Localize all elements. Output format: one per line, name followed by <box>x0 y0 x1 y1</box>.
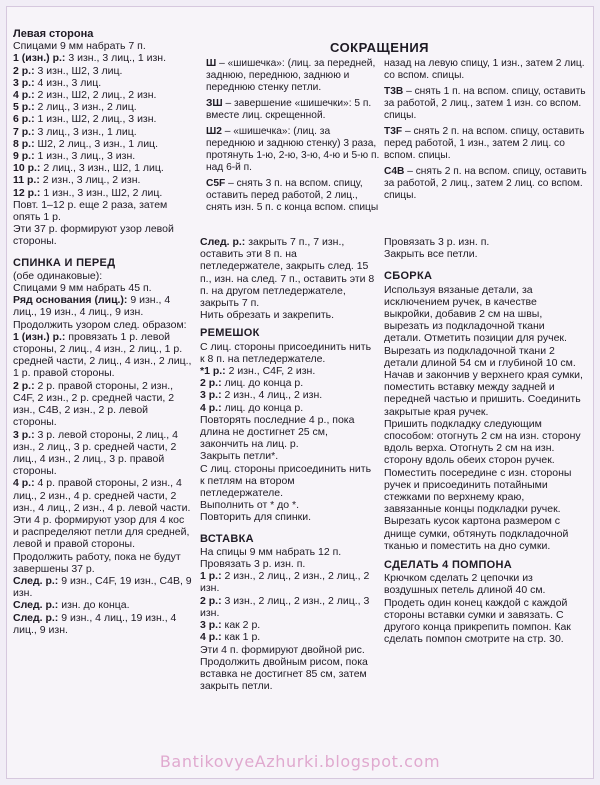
left-side-row-text: 2 изн., Ш2, 2 лиц., 2 изн. <box>34 89 157 102</box>
middle-column <box>200 236 378 692</box>
left-side-row-label: 8 р.: <box>13 137 35 150</box>
right-purl: Провязать 3 р. изн. п. <box>384 236 490 248</box>
abbreviation-entry <box>384 166 590 202</box>
back-front-row-label: 1 (изн.) р.: <box>13 330 66 343</box>
back-front-row-text: 3 р. левой стороны, 2 лиц., 4 изн., 2 лиц., 3 р. средней части, 2 лиц., 4 изн., 2 лиц., 3 р. правой стороны. <box>13 428 178 478</box>
strap-rows <box>200 365 378 414</box>
strap-repeat-back: Повторить для спинки. <box>200 511 311 524</box>
strap-row-label: 2 р.: <box>200 377 222 390</box>
strap-row <box>200 365 378 377</box>
base-row-text: 9 изн., 4 лиц., 19 изн., 4 лиц., 9 изн. <box>13 294 171 319</box>
back-front-next-row <box>13 599 193 611</box>
middle-next-row-label: След. р.: <box>200 236 246 248</box>
strap-row-label: 3 р.: <box>200 389 222 402</box>
abbreviation-definition: – «шишечка»: (лиц. за переднюю и заднюю стенку) 3 раза, протянуть 1-ю, 2-ю, 3-ю, 4-ю и 5-ю п. над 6-й п. <box>206 126 380 173</box>
strap-row-text: лиц. до конца р. <box>221 377 304 390</box>
abbreviation-entry <box>384 86 590 122</box>
insert-row <box>200 570 378 594</box>
insert-row-label: 3 р.: <box>200 619 222 632</box>
back-front-next-row-text: 9 изн., 4 лиц., 19 изн., 4 лиц., 9 изн. <box>13 611 177 636</box>
abbreviation-term: T3F <box>384 126 403 137</box>
assembly-title: СБОРКА <box>384 270 433 283</box>
assembly-p2: Начав и закончив у верхнего края сумки, поместить вставку между задней и передней частью и пришить. Соединить закрытые края ручек. <box>384 369 583 418</box>
back-front-continue-work: Продолжить работу, пока не будут завершены 37 р. <box>13 550 181 575</box>
abbreviation-definition: – «шишечка»: (лиц. за передней, заднюю, переднюю, заднюю и переднюю стенку петли. <box>206 58 376 93</box>
back-front-note: (обе одинаковые): <box>13 269 103 282</box>
right-column <box>384 236 584 646</box>
assembly-p3: Пришить подкладку следующим способом: отогнуть 2 см на изн. сторону вдоль верха. Отогнуть 2 см на изн. сторону вдоль обеих сторон ручек. Поместить посередине с изн. стороны ручек и присоединить потайными стежками по верхнему краю, завязанные концы подкладки ручек. Вырезать кусок картона размером с днище сумки, обтянуть подкладочной тканью и поместить на дно сумки. <box>384 417 581 552</box>
abbreviation-term: C4B <box>384 166 405 177</box>
strap-row-text: 2 изн., 4 лиц., 2 изн. <box>221 389 323 402</box>
back-front-row-text: 2 р. правой стороны, 2 изн., C4F, 2 изн., 2 р. средней части, 2 изн., C4B, 2 изн., 2 р. левой стороны. <box>13 379 175 429</box>
abbreviation-term: Ш2 <box>206 126 222 137</box>
strap-row <box>200 402 378 414</box>
left-side-row-text: 4 изн., 3 лиц. <box>34 76 102 89</box>
abbreviation-definition: – снять 1 п. на вспом. спицу, оставить за работой, 2 лиц., затем 1 изн. со вспом. спицы. <box>384 86 586 121</box>
left-side-title: Левая сторона <box>13 28 94 40</box>
left-side-row-label: 11 р.: <box>13 174 40 187</box>
back-front-row <box>13 380 193 429</box>
abbreviation-entry <box>206 58 382 94</box>
left-side-row <box>13 126 193 138</box>
insert-rows <box>200 570 378 643</box>
abbreviations-right <box>384 58 590 206</box>
back-front-next-row <box>13 612 193 636</box>
insert-row <box>200 631 378 643</box>
left-side-row <box>13 162 193 174</box>
insert-purl: Провязать 3 р. изн. п. <box>200 558 306 571</box>
insert-intro: На спицы 9 мм набрать 12 п. <box>200 545 342 558</box>
abbreviation-definition: – снять 3 п. на вспом. спицу, оставить перед работой, 2 лиц., снять изн. 5 п. с конца вспом. спицы <box>206 178 379 213</box>
left-side-row-text: 1 изн., 3 лиц., 3 изн. <box>34 150 136 163</box>
left-side-row-label: 4 р.: <box>13 89 35 102</box>
back-front-row-text: 4 р. правой стороны, 2 изн., 4 лиц., 2 изн., 4 р. средней части, 2 изн., 4 лиц., 2 изн., 4 р. левой части. <box>13 477 191 514</box>
insert-note: Эти 4 п. формируют двойной рис. Продолжить двойным рисом, пока вставка не достигнет 85 см, затем закрыть петли. <box>200 643 368 693</box>
strap-row <box>200 377 378 389</box>
left-side-row <box>13 174 193 186</box>
pompon-title: СДЕЛАТЬ 4 ПОМПОНА <box>384 559 513 572</box>
back-front-row <box>13 331 193 380</box>
middle-next-row <box>200 236 378 309</box>
left-side-row-label: 1 (изн.) р.: <box>13 52 66 65</box>
abbreviations-right-list <box>384 86 590 202</box>
insert-row-text: 2 изн., 2 лиц., 2 изн., 2 лиц., 2 изн. <box>200 570 370 595</box>
strap-intro: С лиц. стороны присоединить нить к 8 п. на петледержателе. <box>200 340 372 365</box>
back-front-row-text: провязать 1 р. левой стороны, 2 лиц., 4 изн., 2 лиц., 1 р. средней части, 2 лиц., 4 изн., 2 лиц., 1 р. правой стороны. <box>13 330 192 380</box>
back-front-row <box>13 429 193 478</box>
back-front-pattern-note: Эти 4 р. формируют узор для 4 кос и распределяют петли для средней, левой и правой стороны. <box>13 513 190 551</box>
insert-row-text: как 1 р. <box>221 631 261 644</box>
left-side-row <box>13 89 193 101</box>
abbreviations-title: СОКРАЩЕНИЯ <box>330 40 430 55</box>
abbreviation-term: T3B <box>384 86 404 97</box>
left-side-row <box>13 187 193 199</box>
strap-row-text: 2 изн., C4F, 2 изн. <box>225 365 316 378</box>
left-side-row-text: 2 лиц., 3 изн., 2 лиц. <box>34 101 137 114</box>
left-side-row-label: 3 р.: <box>13 76 35 89</box>
left-side-row-label: 9 р.: <box>13 150 35 163</box>
left-side-row <box>13 52 193 64</box>
pompon-text: Крючком сделать 2 цепочки из воздушных петель длиной 40 см. Продеть один конец каждой с каждой стороны вставки сумки и завязать. С другого конца прикрепить помпон. Как сделать помпон смотрите на стр. 30. <box>384 572 571 646</box>
insert-row-text: как 2 р. <box>221 619 261 632</box>
left-side-result: Эти 37 р. формируют узор левой стороны. <box>13 223 174 248</box>
back-front-next-row <box>13 575 193 599</box>
back-front-next-row-label: След. р.: <box>13 611 59 624</box>
strap-row <box>200 389 378 401</box>
left-side-row-label: 2 р.: <box>13 64 35 77</box>
back-front-row <box>13 477 193 514</box>
abbreviation-entry <box>206 178 382 214</box>
insert-row-text: 3 изн., 2 лиц., 2 изн., 2 лиц., 3 изн. <box>200 594 370 619</box>
back-front-row-label: 3 р.: <box>13 428 35 441</box>
left-column <box>13 28 193 636</box>
middle-cut: Нить обрезать и закрепить. <box>200 309 335 322</box>
left-side-row-text: 1 изн., 3 изн., Ш2, 2 лиц. <box>40 186 163 199</box>
back-front-row-label: 4 р.: <box>13 477 35 490</box>
strap-row-text: лиц. до конца р. <box>221 401 304 414</box>
strap-repeat: Повторять последние 4 р., пока длина не достигнет 25 см, закончить на лиц. р. <box>200 413 355 451</box>
left-side-row-text: 2 лиц., 3 изн., Ш2, 1 лиц. <box>40 162 164 175</box>
left-side-row-label: 7 р.: <box>13 125 35 138</box>
strap-do: Выполнить от * до *. <box>200 499 300 512</box>
left-side-row <box>13 77 193 89</box>
left-side-repeat: Повт. 1–12 р. еще 2 раза, затем опять 1 р. <box>13 198 168 224</box>
left-side-row-label: 10 р.: <box>13 162 41 175</box>
left-side-rows <box>13 52 193 198</box>
strap-title: РЕМЕШОК <box>200 327 260 340</box>
left-side-row <box>13 101 193 113</box>
left-side-row-text: 3 изн., Ш2, 3 лиц. <box>34 64 123 77</box>
left-side-row <box>13 113 193 125</box>
left-side-intro: Спицами 9 мм набрать 7 п. <box>13 40 146 53</box>
insert-row-label: 4 р.: <box>200 631 222 644</box>
abbreviation-term: C5F <box>206 178 226 189</box>
base-row-label: Ряд основания (лиц.): <box>13 294 128 307</box>
left-side-row-text: 2 изн., 3 лиц., 2 изн. <box>39 174 141 187</box>
abbreviation-entry <box>384 126 590 162</box>
back-front-next-rows <box>13 575 193 636</box>
back-front-row-label: 2 р.: <box>13 379 35 392</box>
assembly-p1: Используя вязаные детали, за исключением ручек, в качестве выкройки, добавив 2 см на швы, вырезать из подкладочной ткани детали. Отметить позиции для ручек. Вырезать из подкладочной ткани 2 детали длиной 54 см и глубиной 10 см. <box>384 283 576 369</box>
abbreviation-entry <box>206 126 382 174</box>
strap-row-label: 4 р.: <box>200 401 222 414</box>
abbreviation-definition: – снять 2 п. на вспом. спицу, оставить за работой, 2 лиц., затем 2 лиц. со вспом. спицы. <box>384 166 587 201</box>
middle-next-row-text: закрыть 7 п., 7 изн., оставить эти 8 п. на петледержателе, закрыть след. 15 п., изн. на след. 7 п., оставить эти 8 п. на другом петледержателе, закрыть 7 п. <box>200 236 375 310</box>
abbreviation-entry <box>206 98 382 122</box>
insert-row-label: 2 р.: <box>200 594 222 607</box>
abbreviation-definition: – снять 2 п. на вспом. спицу, оставить перед работой, 1 изн., затем 2 лиц. со вспом. спицы. <box>384 126 585 161</box>
left-side-row <box>13 138 193 150</box>
abbreviations-left <box>206 58 382 218</box>
strap-second: С лиц. стороны присоединить нить к петлям на втором петледержателе. <box>200 462 372 500</box>
back-front-next-row-text: изн. до конца. <box>58 599 130 612</box>
back-front-cast: Спицами 9 мм набрать 45 п. <box>13 282 152 295</box>
back-front-rows <box>13 331 193 514</box>
back-front-next-row-label: След. р.: <box>13 599 59 612</box>
abbreviation-definition: – завершение «шишечки»: 5 п. вместе лиц. скрещенной. <box>206 98 372 121</box>
left-side-row <box>13 65 193 77</box>
left-side-row-text: Ш2, 2 лиц., 3 изн., 1 лиц. <box>34 137 158 150</box>
left-side-row <box>13 150 193 162</box>
back-front-title: СПИНКА И ПЕРЕД <box>13 256 116 269</box>
back-front-next-row-text: 9 изн., C4F, 19 изн., C4B, 9 изн. <box>13 574 192 600</box>
back-front-continue: Продолжить узором след. образом: <box>13 318 187 331</box>
left-side-row-label: 6 р.: <box>13 113 35 126</box>
strap-close: Закрыть петли*. <box>200 450 279 463</box>
insert-row <box>200 619 378 631</box>
abbreviations-right-intro: назад на левую спицу, 1 изн., затем 2 лиц. со вспом. спицы. <box>384 58 585 81</box>
back-front-base <box>13 294 193 318</box>
left-side-row-text: 1 изн., Ш2, 2 лиц., 3 изн. <box>34 113 157 126</box>
left-side-row-text: 3 лиц., 3 изн., 1 лиц. <box>34 125 137 138</box>
left-side-row-label: 12 р.: <box>13 186 41 199</box>
abbreviations-box <box>200 42 590 218</box>
strap-row-label: *1 р.: <box>200 365 226 378</box>
abbreviation-term: Ш <box>206 58 217 69</box>
left-side-row-label: 5 р.: <box>13 101 35 114</box>
insert-title: ВСТАВКА <box>200 532 254 545</box>
insert-row-label: 1 р.: <box>200 570 222 583</box>
back-front-next-row-label: След. р.: <box>13 574 59 587</box>
left-side-row-text: 3 изн., 3 лиц., 1 изн. <box>65 52 167 65</box>
right-close: Закрыть все петли. <box>384 248 478 261</box>
abbreviation-term: ЗШ <box>206 98 223 109</box>
insert-row <box>200 595 378 619</box>
watermark: BantikovyeAzhurki.blogspot.com <box>159 752 441 771</box>
